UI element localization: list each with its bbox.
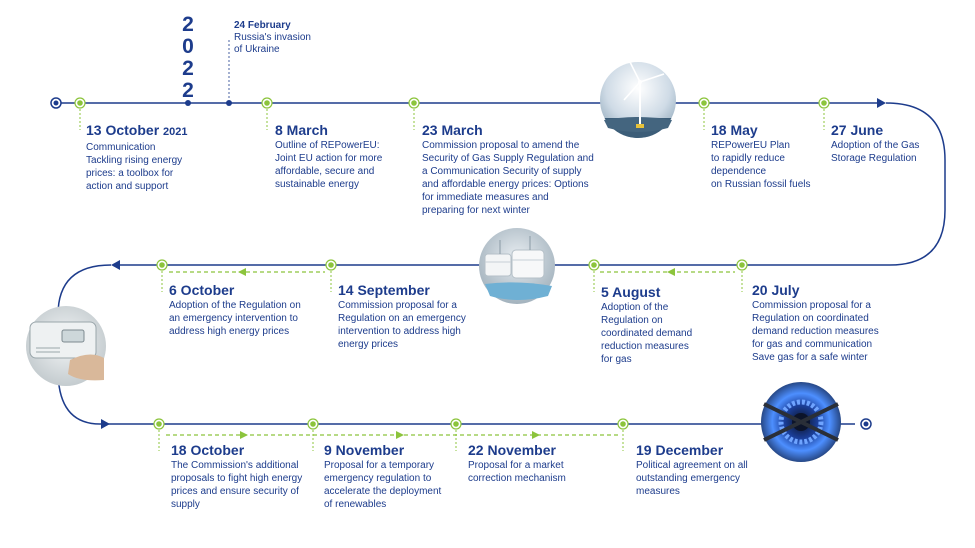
- event-description: [169, 299, 329, 338]
- event-description: [831, 139, 941, 165]
- end-node: [861, 419, 871, 429]
- event-description-line: to rapidly reduce: [711, 153, 785, 164]
- event-description-line: prices and ensure security of: [171, 486, 299, 497]
- event-description: [422, 139, 612, 217]
- event-date: 14 September: [338, 282, 430, 298]
- event-dec19: [636, 442, 776, 498]
- event-node-aug5: [589, 260, 599, 292]
- event-jul20: [752, 282, 912, 364]
- event-sep14: [338, 282, 488, 351]
- event-description-line: coordinated demand: [601, 328, 693, 339]
- event-date: 23 March: [422, 122, 483, 138]
- event-aug5: [601, 284, 721, 366]
- event-description-line: Joint EU action for more: [275, 153, 383, 164]
- event-date: 20 July: [752, 282, 800, 298]
- event-description: [468, 459, 608, 485]
- event-description-line: outstanding emergency: [636, 473, 740, 484]
- event-description: [601, 301, 721, 366]
- event-description-line: on Russian fossil fuels: [711, 179, 811, 190]
- event-year-suffix: 2021: [163, 126, 188, 138]
- event-node-mar8: [262, 98, 272, 130]
- event-node-jul20: [737, 260, 747, 292]
- thermostat-photo: [26, 306, 106, 386]
- event-description-line: intervention to address high: [338, 326, 461, 337]
- event-date: 19 December: [636, 442, 724, 458]
- event-oct18: [171, 442, 321, 511]
- event-description: [324, 459, 464, 511]
- event-description-line: The Commission's additional: [171, 460, 299, 471]
- event-description-line: prices: a toolbox for: [86, 168, 174, 179]
- event-description: [711, 139, 821, 191]
- event-description-line: Commission proposal for a: [752, 300, 871, 311]
- event-description-line: dependence: [711, 166, 767, 177]
- event-description-line: proposals to fight high energy: [171, 473, 303, 484]
- year-digit-4: 2: [182, 79, 194, 102]
- event-description: [275, 139, 410, 191]
- event-description-line: an emergency intervention to: [169, 313, 298, 324]
- year-label: [179, 14, 197, 102]
- event-description-line: address high energy prices: [169, 326, 290, 337]
- event-description: [338, 299, 488, 351]
- event-date: 18 October: [171, 442, 245, 458]
- event-date: 13 October 2021: [86, 122, 188, 138]
- event-date: 27 June: [831, 122, 884, 138]
- event-description-line: affordable, secure and: [275, 166, 375, 177]
- event-description-line: measures: [636, 486, 680, 497]
- event-description-line: accelerate the deployment: [324, 486, 442, 497]
- lng-storage-tanks-photo: [479, 228, 555, 304]
- event-description-line: Regulation on coordinated: [752, 313, 869, 324]
- event-description: [171, 459, 321, 511]
- event-description-line: Storage Regulation: [831, 153, 917, 164]
- event-description-line: emergency regulation to: [324, 473, 432, 484]
- event-oct13: [86, 122, 226, 193]
- event-description-line: demand reduction measures: [752, 326, 879, 337]
- event-date: 22 November: [468, 442, 556, 458]
- event-description-line: supply: [171, 499, 200, 510]
- event-node-may18: [699, 98, 709, 130]
- year-digit-2: 0: [182, 35, 194, 58]
- invasion-marker: [226, 40, 232, 106]
- event-description-line: Commission proposal for a: [338, 300, 457, 311]
- event-description: [636, 459, 776, 498]
- event-oct6: [169, 282, 329, 338]
- event-description-line: for immediate measures and: [422, 192, 549, 203]
- invasion-line-1: Russia's invasion: [234, 32, 311, 43]
- event-description-line: correction mechanism: [468, 473, 566, 484]
- event-description-line: preparing for next winter: [422, 205, 530, 216]
- start-node: [51, 98, 61, 108]
- event-date: 6 October: [169, 282, 235, 298]
- event-mar8: [275, 122, 410, 191]
- event-date: 18 May: [711, 122, 758, 138]
- event-description-line: Proposal for a market: [468, 460, 564, 471]
- event-description-line: action and support: [86, 181, 169, 192]
- event-node-dec19: [618, 419, 628, 451]
- event-description: [86, 141, 226, 193]
- event-node-mar23: [409, 98, 419, 130]
- event-description-line: reduction measures: [601, 341, 689, 352]
- event-description-line: a Communication Security of supply: [422, 166, 582, 177]
- event-description-line: Commission proposal to amend the: [422, 140, 580, 151]
- event-description-line: for gas: [601, 354, 632, 365]
- event-date: 9 November: [324, 442, 405, 458]
- event-jun27: [831, 122, 941, 165]
- timeline-row-3: [100, 419, 855, 439]
- invasion-event: [234, 20, 311, 56]
- event-description-line: and affordable energy prices: Options: [422, 179, 589, 190]
- event-description: [752, 299, 912, 364]
- invasion-date: 24 February: [234, 20, 291, 31]
- event-description-line: Save gas for a safe winter: [752, 352, 868, 363]
- event-date: 5 August: [601, 284, 661, 300]
- event-node-oct18: [154, 419, 164, 451]
- event-mar23: [422, 122, 612, 217]
- event-description-line: Political agreement on all: [636, 460, 748, 471]
- year-digit-1: 2: [182, 13, 194, 36]
- event-description-line: Communication: [86, 142, 156, 153]
- event-description-line: Regulation on: [601, 315, 663, 326]
- event-node-oct6: [157, 260, 167, 292]
- event-description-line: Proposal for a temporary: [324, 460, 435, 471]
- event-description-line: sustainable energy: [275, 179, 359, 190]
- row-2-arrow-head: [111, 260, 120, 270]
- event-description-line: of renewables: [324, 499, 387, 510]
- event-description-line: Adoption of the Gas: [831, 140, 920, 151]
- event-nov9: [324, 442, 464, 511]
- event-description-line: Regulation on an emergency: [338, 313, 466, 324]
- event-may18: [711, 122, 821, 191]
- event-description-line: REPowerEU Plan: [711, 140, 790, 151]
- event-description-line: Outline of REPowerEU:: [275, 140, 380, 151]
- event-nov22: [468, 442, 608, 485]
- row-1-arrow-head: [877, 98, 886, 108]
- event-description-line: Tackling rising energy: [86, 155, 183, 166]
- event-description-line: Adoption of the: [601, 302, 669, 313]
- event-description-line: for gas and communication: [752, 339, 873, 350]
- row-3-arrow-head: [101, 419, 110, 429]
- event-description-line: Adoption of the Regulation on: [169, 300, 301, 311]
- event-description-line: energy prices: [338, 339, 399, 350]
- event-date: 8 March: [275, 122, 328, 138]
- invasion-line-2: of Ukraine: [234, 44, 280, 55]
- event-description-line: Security of Gas Supply Regulation and: [422, 153, 594, 164]
- event-node-oct13: [75, 98, 85, 130]
- year-digit-3: 2: [182, 57, 194, 80]
